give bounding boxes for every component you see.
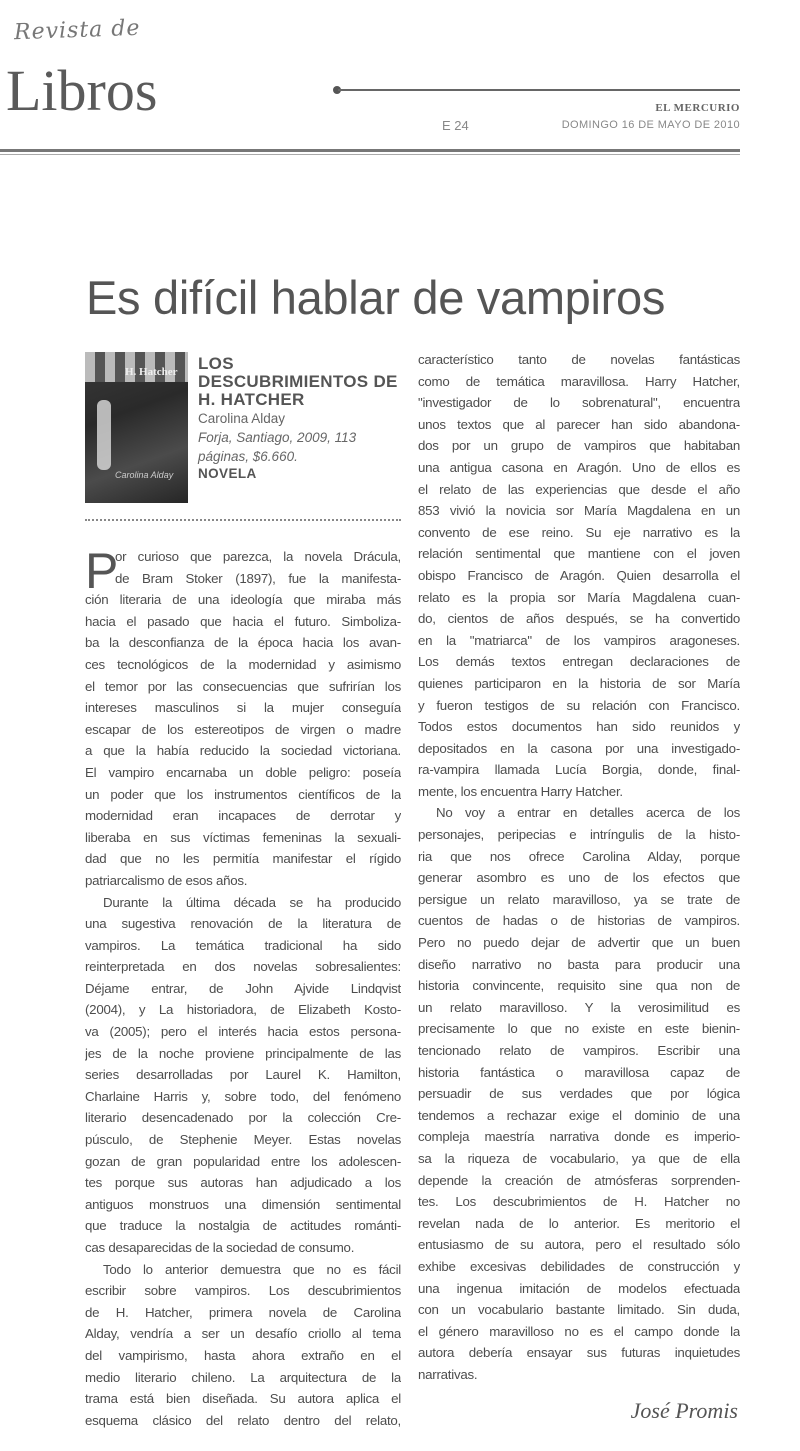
text-line: series desarrolladas por Laurel K. Hamilton, [85,1067,401,1083]
text-line: hacia el pasado que hacia el futuro. Simboliza- [85,613,401,629]
text-line: una antigua casona en Aragón. Uno de ellos es [418,459,740,475]
text-line: una ingenua imitación de modelos efectuada [418,1280,740,1296]
text-line: mente, los encuentra Harry Hatcher. [418,783,623,799]
text-line: No voy a entrar en detalles acerca de los [436,805,740,821]
book-author: Carolina Alday [198,411,286,426]
text-line: un poder que los instrumentos científicos de la [85,786,401,802]
text-line: va (2005); pero el interés hacia estos persona- [85,1024,401,1040]
text-line: modernidad eran incapaces de derrotar y [85,808,401,824]
text-line: historia fantástica o maravillosa capaz de [418,1064,740,1080]
book-publication: Forja, Santiago, 2009, 113 páginas, $6.660. [198,430,357,464]
text-line: dad que no les permitía manifestar el rígido [85,851,401,867]
text-line: un relato maravilloso. Y la verosimilitud es [418,999,740,1015]
text-line: esquema clásico del relato dentro del relato, [85,1412,401,1428]
drop-cap: P [85,543,119,599]
text-line: persuadir de sus verdades que por lógica [418,1086,740,1102]
book-cover-image [85,352,188,503]
header-divider-thin [0,154,740,155]
text-line: cuentos de hadas o de historias de vampiros. [418,913,740,929]
text-line: gozan de gran popularidad entre los adolescen- [85,1153,401,1169]
text-line: Déjame entrar, de John Ajvide Lindqvist [85,980,401,996]
text-line: diseño narrativo no basta para producir una [418,956,740,972]
page-number: E 24 [442,118,469,133]
text-line: Durante la última década se ha producido [103,894,401,910]
text-line: personajes, peripecias e intríngulis de la histo- [418,827,740,843]
text-line: quienes participaron en la historia de sor María [418,675,740,691]
text-line: ba la desconfianza de la época hacia los avan- [85,635,401,651]
text-line: del vampirismo, hasta ahora extraño en el [85,1347,401,1363]
text-line: depositados en la casona por una investigado- [418,740,740,756]
text-line: generar asombro es uno de los efectos que [418,870,740,886]
text-line: el relato de las experiencias que desde el año [418,481,740,497]
text-line: y fueron testigos de su relación con Francisco. [418,697,740,713]
text-line: do, cientos de años después, se ha convertido [418,611,740,627]
text-line: en la "matriarca" de los vampiros aragoneses. [418,632,740,648]
cover-title: H. Hatcher [125,366,178,378]
text-line: de H. Hatcher, primera novela de Carolina [85,1304,401,1320]
text-line: exhibe excesivas debilidades de construcción y [418,1258,740,1274]
book-title: LOS DESCUBRIMIENTOS DE H. HATCHER [198,354,398,409]
text-line: unos textos que al parecer han sido abandona- [418,416,740,432]
text-line: (2004), y La historiadora, de Elizabeth Kosto- [85,1002,401,1018]
text-line: dos por un grupo de vampiros que habitaban [418,438,740,454]
text-line: tencionado relato de vampiros. Escribir una [418,1043,740,1058]
text-line: relación sentimental que mantiene con el joven [418,546,740,562]
text-line: tendemos a rechazar exige el dominio de una [418,1107,740,1123]
text-line: Charlaine Harris y, sobre todo, del fenómeno [85,1088,401,1104]
text-line: Todos estos documentos han sido reunidos y [418,719,740,735]
text-line: ción literaria de una ideología que miraba más [85,592,401,608]
article-column-left [85,543,401,1431]
text-line: liberaba en sus víctimas femeninas la sexuali- [85,829,401,845]
text-line: con un vocabulario bastante limitado. Sin duda, [418,1302,740,1318]
text-line: tes. Los descubrimientos de H. Hatcher no [418,1194,740,1210]
article-column-right [418,349,740,1386]
issue-date: DOMINGO 16 DE MAYO DE 2010 [561,119,740,131]
text-line: "investigador de lo sobrenatural", encuentra [418,395,740,411]
cover-figure [97,400,111,470]
text-line: una sugestiva renovación de la literatura de [85,916,401,932]
text-line: obispo Francisco de Aragón. Quien desarrolla el [418,567,740,583]
text-line: como de temática maravillosa. Harry Hatcher, [418,373,740,389]
text-line: jes de la noche proviene principalmente de las [85,1045,401,1061]
newspaper-name: EL MERCURIO [655,102,740,114]
handwritten-note: Revista de [13,15,141,46]
text-line: antiguos monstruos una dimensión sentimental [85,1196,401,1212]
text-line: historia convincente, requisito sine qua non de [418,978,740,994]
text-line: or curioso que parezca, la novela Drácula, [115,549,401,564]
text-line: ria que nos ofrece Carolina Alday, porque [418,848,740,864]
text-line: sa la riqueza de vocabulario, ya que de ella [418,1150,740,1166]
text-line: persigue un relato maravilloso, ya se trate de [418,891,740,907]
text-line: vampiros. La temática tradicional ha sido [85,937,401,953]
text-line: el género maravilloso no es el campo donde la [418,1323,740,1339]
text-line: reinterpretada en dos novelas sobresalientes: [85,959,401,975]
text-line: convento de ese reino. Su eje narrativo es la [418,524,740,540]
text-line: Alday, vendría a ser un desafío criollo al tema [85,1326,401,1342]
text-line: púsculo, de Stephenie Meyer. Estas novelas [85,1132,401,1148]
text-line: patriarcalismo de esos años. [85,872,248,888]
book-info [198,355,408,481]
text-line: escapar de los estereotipos de virgen o madre [85,721,401,737]
text-line: ra-vampira llamada Lucía Borgia, donde, final- [418,762,740,778]
text-line: intereses masculinos si la mujer conseguía [85,700,401,716]
text-line: de Bram Stoker (1897), fue la manifesta- [115,570,401,586]
text-line: entusiasmo de su autora, pero el resultado sólo [418,1237,740,1253]
text-line: Los demás textos entregan declaraciones de [418,654,740,670]
text-line: ces tecnológicos de la modernidad y asimismo [85,656,401,672]
text-line: medio literario chileno. La arquitectura de la [85,1369,401,1385]
text-line: 853 vivió la novicia sor María Magdalena en un [418,503,740,519]
header-divider [0,149,740,152]
article-title: Es difícil hablar de vampiros [86,271,666,324]
text-line: autora debería ensayar sus futuras inquietudes [418,1345,740,1361]
section-title: Libros [6,58,158,123]
text-line: literario desencadenado por la colección Cre- [85,1110,401,1126]
text-line: depende la creación de atmósferas sorprenden- [418,1172,740,1188]
text-line: precisamente lo que no existe en este bienin- [418,1021,740,1037]
text-line: Pero no puedo dejar de advertir que un buen [418,935,740,951]
dotted-separator [85,519,401,521]
text-line: el temor por las consecuencias que sufrirían los [85,678,401,694]
text-line: a que la había reducido la sociedad victoriana. [85,743,401,759]
text-line: tes porque sus autoras han adjudicado a los [85,1175,401,1191]
cover-author: Carolina Alday [115,470,174,480]
text-line: trama está bien diseñada. Su autora aplica el [85,1391,401,1407]
text-line: cas desaparecidas de la sociedad de consumo. [85,1240,355,1255]
text-line: compleja maestría narrativa donde es imperio- [418,1129,740,1145]
text-line: escribir sobre vampiros. Los descubrimientos [85,1283,401,1299]
author-signature: José Promis [630,1398,738,1423]
text-line: narrativas. [418,1366,478,1382]
text-line: relato es la propia sor María Magdalena cuan- [418,589,740,605]
text-line: Todo lo anterior demuestra que no es fácil [103,1261,401,1277]
text-line: revelan nada de lo anterior. Es meritorio el [418,1215,740,1231]
header-rule [338,89,740,91]
book-genre: NOVELA [198,466,257,481]
text-line: que traduce la nostalgia de actitudes románti- [85,1218,401,1234]
text-line: característico tanto de novelas fantásticas [418,352,740,367]
text-line: El vampiro encarnaba un doble peligro: poseía [85,764,401,780]
